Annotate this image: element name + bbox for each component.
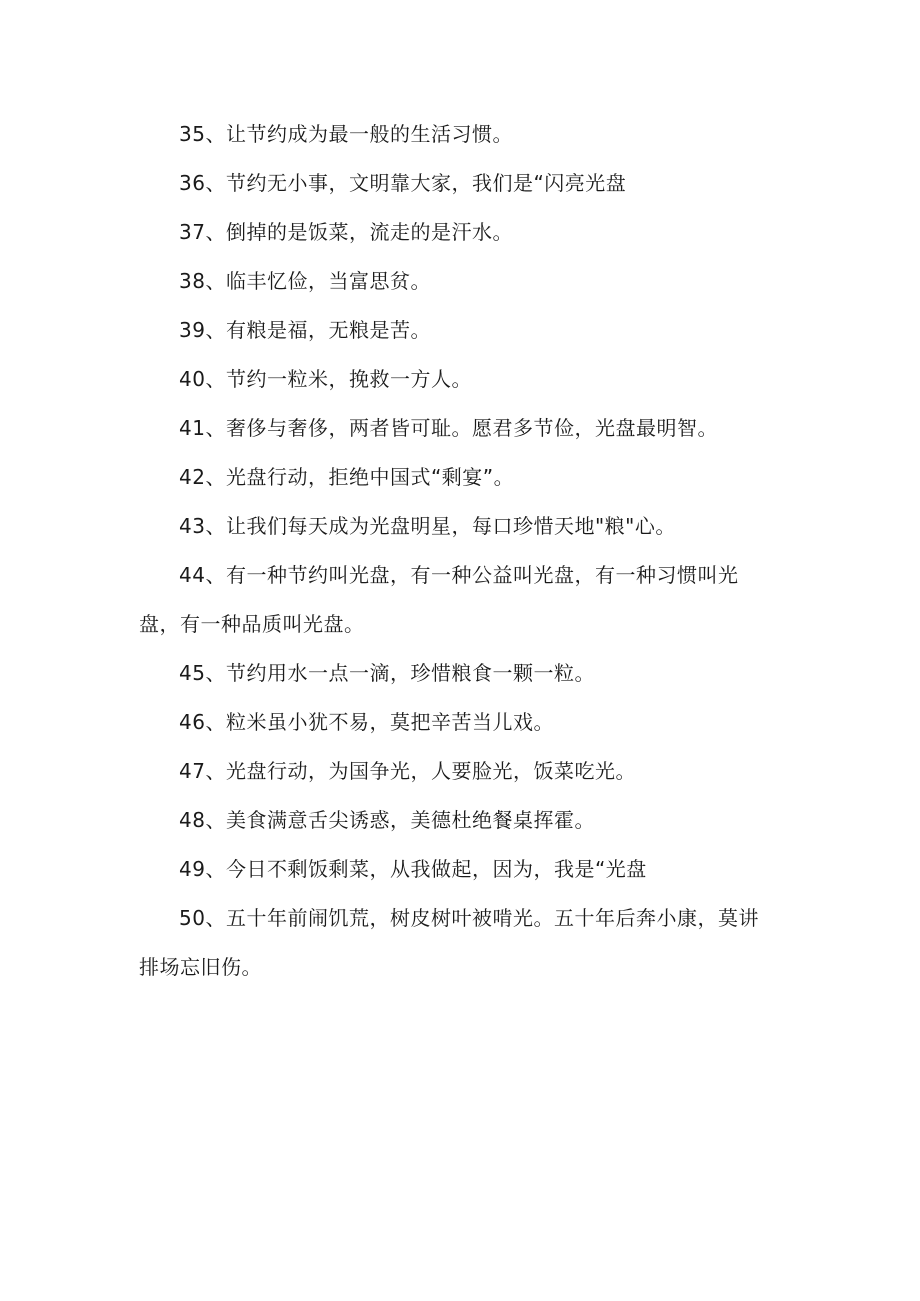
slogan-49: 49、今日不剩饭剩菜，从我做起，因为，我是“光盘 (179, 857, 647, 881)
slogan-39: 39、有粮是福，无粮是苦。 (179, 318, 431, 342)
slogan-38: 38、临丰忆俭，当富思贫。 (179, 269, 431, 293)
slogan-37: 37、倒掉的是饭菜，流走的是汗水。 (179, 220, 513, 244)
slogan-35: 35、让节约成为最一般的生活习惯。 (179, 122, 513, 146)
slogan-43: 43、让我们每天成为光盘明星，每口珍惜天地"粮"心。 (179, 514, 676, 538)
slogan-48: 48、美食满意舌尖诱惑，美德杜绝餐桌挥霍。 (179, 808, 595, 832)
slogan-44: 44、有一种节约叫光盘，有一种公益叫光盘，有一种习惯叫光盘，有一种品质叫光盘。 (139, 563, 739, 636)
slogan-50: 50、五十年前闹饥荒，树皮树叶被啃光。五十年后奔小康，莫讲 (179, 906, 759, 930)
slogan-50-continuation: 排场忘旧伤。 (139, 955, 262, 979)
slogan-42: 42、光盘行动，拒绝中国式“剩宴”。 (179, 465, 515, 489)
slogan-41: 41、奢侈与奢侈，两者皆可耻。愿君多节俭，光盘最明智。 (179, 416, 718, 440)
slogan-47: 47、光盘行动，为国争光，人要脸光，饭菜吃光。 (179, 759, 636, 783)
document-body (139, 110, 769, 992)
slogan-46: 46、粒米虽小犹不易，莫把辛苦当儿戏。 (179, 710, 554, 734)
slogan-45: 45、节约用水一点一滴，珍惜粮食一颗一粒。 (179, 661, 595, 685)
slogan-36: 36、节约无小事，文明靠大家，我们是“闪亮光盘 (179, 171, 627, 195)
slogan-40: 40、节约一粒米，挽救一方人。 (179, 367, 472, 391)
